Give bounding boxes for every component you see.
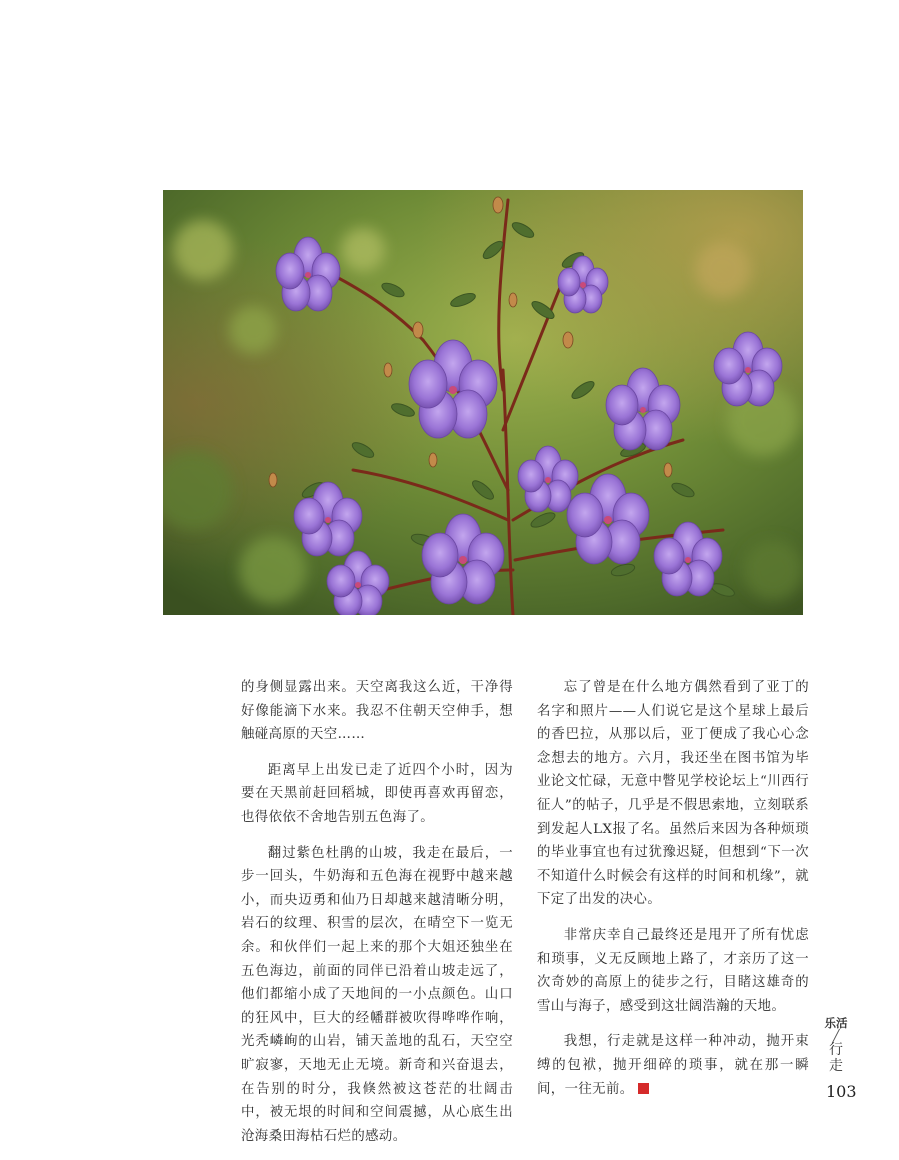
paragraph: 翻过紫色杜鹃的山坡，我走在最后，一步一回头，牛奶海和五色海在视野中越来越小，而央迈勇和仙乃日却越来越清晰分明，岩石的纹理、积雪的层次，在晴空下一览无余。和伙伴们一起上来的那个大姐还独坐在五色海边，前面的同伴已沿着山坡走远了，他们都缩小成了天地间的一小点颜色。山口的狂风中，巨大的经幡群被吹得哗哗作响，光秃嶙峋的山岩，铺天盖地的乱石，天空空旷寂寥，天地无止无境。新奇和兴奋退去，在告别的时分，我倏然被这苍茫的壮阔击中，被无垠的时间和空间震撼，从心底生出沧海桑田海枯石烂的感动。 <box>241 845 513 1144</box>
section-label <box>824 1016 848 1074</box>
paragraph-continuation: 的身侧显露出来。天空离我这么近，干净得好像能滴下水来。我忍不住朝天空伸手，想触碰高原的天空…… <box>241 680 513 743</box>
paragraph-final-text: 我想，行走就是这样一种冲动，抛开束缚的包袱，抛开细碎的琐事，就在那一瞬间，一往无前。 <box>537 1034 809 1097</box>
paragraph: 非常庆幸自己最终还是甩开了所有忧虑和琐事，义无反顾地上路了，才亲历了这一次奇妙的高原上的徒步之行，目睹这雄奇的雪山与海子，感受到这壮阔浩瀚的天地。 <box>537 927 809 1014</box>
section-label-primary: 乐活 <box>824 1016 848 1030</box>
paragraph-final <box>537 1030 809 1101</box>
flower-photo <box>163 190 803 615</box>
paragraph: 忘了曾是在什么地方偶然看到了亚丁的名字和照片——人们说它是这个星球上最后的香巴拉，从那以后，亚丁便成了我心心念念想去的地方。六月，我还坐在图书馆为毕业论文忙碌，无意中瞥见学校论坛上“川西行征人”的帖子，几乎是不假思索地，立刻联系到发起人LX报了名。虽然后来因为各种烦琐的毕业事宜也有过犹豫迟疑，但想到“下一次不知道什么时候会有这样的时间和机缘”，就下定了出发的决心。 <box>537 680 809 908</box>
page-number: 103 <box>826 1082 857 1101</box>
section-label-separator: ╱ <box>832 1029 840 1043</box>
end-mark-square <box>638 1083 649 1094</box>
left-text-column <box>241 676 513 1160</box>
right-text-column <box>537 676 809 1113</box>
rhododendron-illustration <box>163 190 803 615</box>
paragraph: 距离早上出发已走了近四个小时，因为要在天黑前赶回稻城，即使再喜欢再留恋，也得依依不舍地告别五色海了。 <box>241 762 513 825</box>
section-label-secondary: 行走 <box>829 1042 843 1074</box>
